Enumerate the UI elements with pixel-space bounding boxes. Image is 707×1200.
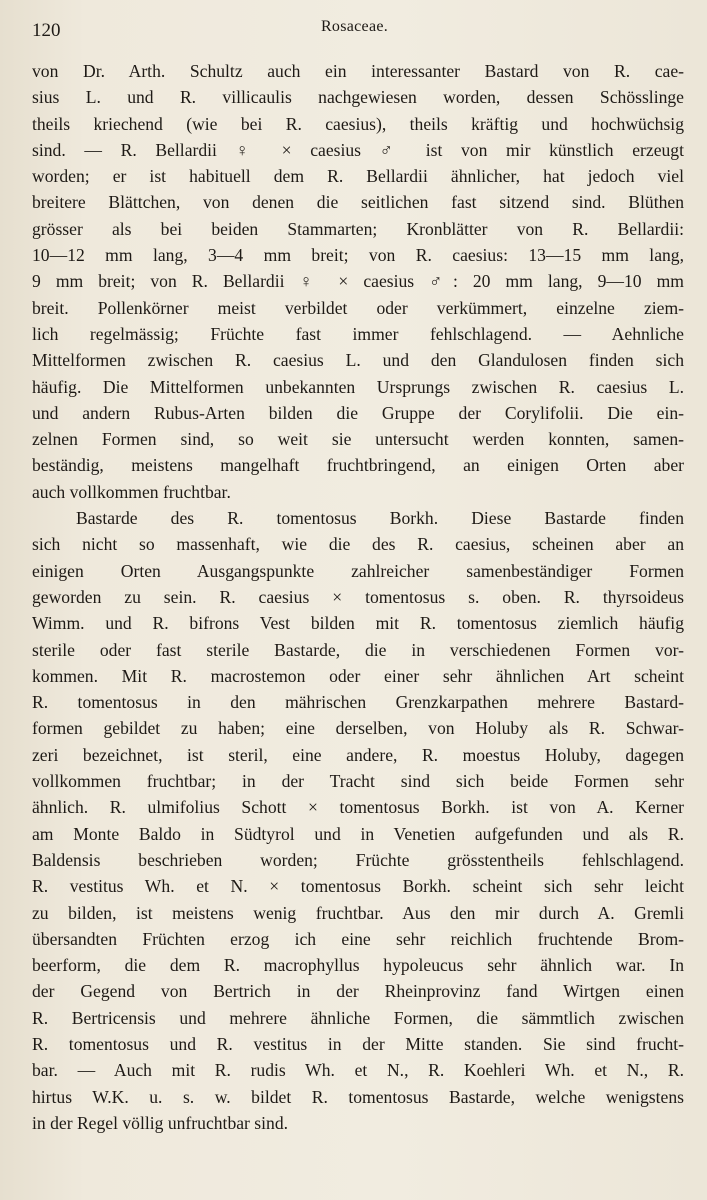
- text-line: am Monte Baldo in Südtyrol und in Venetien aufgefunden und als R.: [32, 823, 684, 844]
- running-title: Rosaceae.: [320, 18, 389, 35]
- text-line: häufig. Die Mittelformen unbekannten Ursprungs zwischen R. caesius L.: [32, 376, 684, 397]
- text-line: hirtus W.K. u. s. w. bildet R. tomentosus Bastarde, welche wenigstens: [32, 1086, 684, 1107]
- text-line: breitere Blättchen, von denen die seitlichen fast sitzend sind. Blüthen: [32, 192, 684, 213]
- text-line: R. tomentosus und R. vestitus in der Mitte standen. Sie sind frucht-: [32, 1033, 684, 1054]
- text-line: sius L. und R. villicaulis nachgewiesen worden, dessen Schösslinge: [32, 87, 684, 108]
- text-line: einigen Orten Ausgangspunkte zahlreicher samenbeständiger Formen: [32, 560, 684, 581]
- text-line: zu bilden, ist meistens wenig fruchtbar. Aus den mir durch A. Gremli: [32, 902, 684, 923]
- page-header: [32, 20, 677, 46]
- text-line: theils kriechend (wie bei R. caesius), theils kräftig und hochwüchsig: [32, 113, 684, 134]
- text-line: 9 mm breit; von R. Bellardii ♀ × caesius ♂: 20 mm lang, 9—10 mm: [32, 271, 684, 292]
- text-line: kommen. Mit R. macrostemon oder einer sehr ähnlichen Art scheint: [32, 665, 684, 686]
- text-line: auch vollkommen fruchtbar.: [32, 481, 231, 502]
- text-line: zeri bezeichnet, ist steril, eine andere, R. moestus Holuby, dagegen: [32, 744, 684, 765]
- text-line: in der Regel völlig unfruchtbar sind.: [32, 1112, 289, 1133]
- text-line: beerform, die dem R. macrophyllus hypoleucus sehr ähnlich war. In: [32, 955, 684, 976]
- body-text: [32, 58, 684, 1136]
- text-line: lich regelmässig; Früchte fast immer fehlschlagend. — Aehnliche: [32, 323, 684, 344]
- text-line: R. Bertricensis und mehrere ähnliche Formen, die sämmtlich zwischen: [32, 1007, 684, 1028]
- page-number: 120: [32, 20, 61, 41]
- text-line: sich nicht so massenhaft, wie die des R. caesius, scheinen aber an: [32, 534, 684, 555]
- text-line: Wimm. und R. bifrons Vest bilden mit R. tomentosus ziemlich häufig: [32, 613, 684, 634]
- text-line: Mittelformen zwischen R. caesius L. und den Glandulosen finden sich: [32, 350, 684, 371]
- text-line: R. tomentosus in den mährischen Grenzkarpathen mehrere Bastard-: [32, 692, 684, 713]
- text-line: übersandten Früchten erzog ich eine sehr reichlich fruchtende Brom-: [32, 928, 684, 949]
- text-line: breit. Pollenkörner meist verbildet oder verkümmert, einzelne ziem-: [32, 297, 684, 318]
- text-line: sind. — R. Bellardii ♀ × caesius ♂ ist von mir künstlich erzeugt: [32, 139, 684, 160]
- text-line: formen gebildet zu haben; eine derselben, von Holuby als R. Schwar-: [32, 718, 684, 739]
- text-line: geworden zu sein. R. caesius × tomentosus s. oben. R. thyrsoideus: [32, 586, 684, 607]
- text-line: 10—12 mm lang, 3—4 mm breit; von R. caesius: 13—15 mm lang,: [32, 245, 684, 266]
- text-line: und andern Rubus-Arten bilden die Gruppe der Corylifolii. Die ein-: [32, 402, 684, 423]
- text-line: grösser als bei beiden Stammarten; Kronblätter von R. Bellardii:: [32, 218, 684, 239]
- text-line: von Dr. Arth. Schultz auch ein interessanter Bastard von R. cae-: [32, 61, 684, 81]
- text-line: bar. — Auch mit R. rudis Wh. et N., R. Koehleri Wh. et N., R.: [32, 1060, 684, 1081]
- text-line: vollkommen fruchtbar; in der Tracht sind sich beide Formen sehr: [32, 771, 684, 792]
- text-line: sterile oder fast sterile Bastarde, die in verschiedenen Formen vor-: [32, 639, 684, 660]
- text-line: R. vestitus Wh. et N. × tomentosus Borkh. scheint sich sehr leicht: [32, 876, 684, 897]
- text-line: zelnen Formen sind, so weit sie untersucht werden konnten, samen-: [32, 429, 684, 450]
- text-line: beständig, meistens mangelhaft fruchtbringend, an einigen Orten aber: [32, 455, 684, 476]
- text-line: worden; er ist habituell dem R. Bellardii ähnlicher, hat jedoch viel: [32, 166, 684, 187]
- text-line: ähnlich. R. ulmifolius Schott × tomentosus Borkh. ist von A. Kerner: [32, 797, 684, 818]
- paragraph-start-line: Bastarde des R. tomentosus Borkh. Diese Bastarde finden: [76, 508, 684, 529]
- text-line: der Gegend von Bertrich in der Rheinprovinz fand Wirtgen einen: [32, 981, 684, 1002]
- text-line: Baldensis beschrieben worden; Früchte grösstentheils fehlschlagend.: [32, 849, 684, 870]
